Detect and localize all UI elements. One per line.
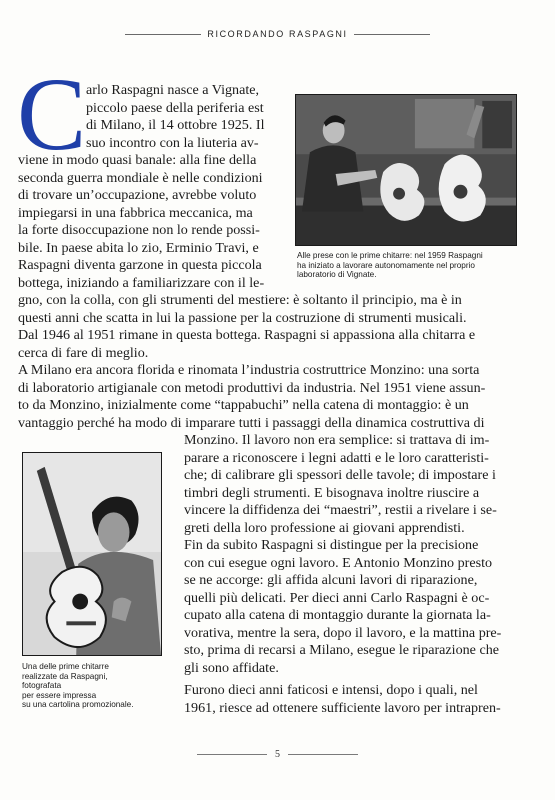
body-line: 1961, riesce ad ottenere sufficiente lavoro per intrapren-	[184, 699, 501, 716]
guitar-portrait-image	[23, 453, 161, 655]
workshop-photo-image	[296, 95, 516, 245]
body-line: cupato alla catena di montaggio durante la giornata la-	[184, 607, 491, 623]
body-line: Fin da subito Raspagni si distingue per la precisione	[184, 537, 479, 553]
body-line: viene in modo quasi banale: alla fine della	[18, 152, 257, 168]
body-line: bile. In paese abita lo zio, Erminio Travi, e	[18, 239, 259, 256]
page-number: 5	[275, 748, 280, 760]
body-line: cerca di fare di meglio.	[18, 344, 149, 361]
workshop-photo	[295, 94, 517, 246]
body-line: di laboratorio artigianale con metodi produttivi da industria. Nel 1951 viene assun-	[18, 379, 486, 396]
guitar-portrait-photo	[22, 452, 162, 656]
photo-caption: su una cartolina promozionale.	[22, 700, 134, 709]
photo-caption: laboratorio di Vignate.	[297, 270, 377, 279]
body-line: quelli più delicati. Per dieci anni Carlo Raspagni è oc-	[184, 589, 490, 606]
footer-rule-right	[288, 754, 358, 755]
body-line: greti della loro professione ai giovani apprendisti.	[184, 519, 465, 536]
body-line: Furono dieci anni faticosi e intensi, dopo i quali, nel	[184, 682, 478, 698]
photo-caption: per essere impressa	[22, 690, 97, 700]
photo-caption: fotografata	[22, 681, 62, 690]
drop-cap: C	[17, 57, 87, 172]
footer-rule-left	[197, 754, 267, 755]
body-line: seconda guerra mondiale è nelle condizioni	[18, 169, 263, 186]
photo-caption: realizzate da Raspagni,	[22, 671, 108, 681]
page-footer	[0, 748, 555, 760]
body-line: che; di calibrare gli spessori delle tavole; di impostare i	[184, 467, 496, 483]
body-line: la forte disoccupazione non lo rende possi-	[18, 222, 260, 238]
body-line: di trovare un’occupazione, avrebbe voluto	[18, 187, 257, 203]
body-line: di Milano, il 14 ottobre 1925. Il	[86, 117, 265, 133]
header-title: RICORDANDO RASPAGNI	[207, 29, 348, 39]
body-line: suo incontro con la liuteria av-	[86, 134, 259, 151]
body-line: gli sono affidate.	[184, 659, 279, 676]
body-line: A Milano era ancora florida e rinomata l’industria costruttrice Monzino: una sorta	[18, 362, 480, 378]
body-line: arlo Raspagni nasce a Vignate,	[86, 82, 260, 98]
body-line: Raspagni diventa garzone in questa piccola	[18, 257, 262, 273]
body-line: piccolo paese della periferia est	[86, 99, 264, 116]
body-line: questi anni che scatta in lui la passione per la costruzione di strumenti musicali.	[18, 309, 467, 326]
header-rule-left	[125, 34, 201, 35]
body-line: Dal 1946 al 1951 rimane in questa bottega. Raspagni si appassiona alla chitarra e	[18, 327, 476, 343]
body-line: sto, prima di recarsi a Milano, esegue le riparazione che	[184, 642, 500, 658]
photo-caption: ha iniziato a lavorare autonomamente nel proprio	[297, 260, 475, 270]
body-line: Monzino. Il lavoro non era semplice: si trattava di im-	[184, 432, 490, 448]
body-line: vantaggio perché ha modo di imparare tutti i passaggi della dinamica costruttiva di	[18, 414, 485, 431]
body-line: gno, con la colla, con gli strumenti del mestiere: è soltanto il principio, ma è in	[18, 292, 462, 308]
header-rule-right	[354, 34, 430, 35]
body-line: bottega, iniziando a familiarizzare con il le-	[18, 274, 265, 291]
body-line: timbri degli strumenti. E bisognava inoltre riuscire a	[184, 484, 480, 501]
body-line: to da Monzino, inizialmente come “tappabuchi” nella catena di montaggio: è un	[18, 397, 469, 413]
photo-caption: Una delle prime chitarre	[22, 662, 109, 671]
body-line: impiegarsi in una fabbrica meccanica, ma	[18, 204, 253, 221]
body-line: parare a riconoscere i legni adatti e le loro caratteristi-	[184, 449, 489, 466]
body-line: vorativa, mentre la sera, dopo il lavoro, e la mattina pre-	[184, 624, 502, 641]
photo-caption: Alle prese con le prime chitarre: nel 1959 Raspagni	[297, 251, 483, 260]
running-header	[0, 26, 555, 42]
body-line: con cui esegue ogni lavoro. E Antonio Monzino presto	[184, 554, 493, 571]
body-line: vincere la diffidenza dei “maestri”, restii a rivelare i se-	[184, 502, 497, 518]
body-line: se ne accorge: gli affida alcuni lavori di riparazione,	[184, 572, 478, 588]
